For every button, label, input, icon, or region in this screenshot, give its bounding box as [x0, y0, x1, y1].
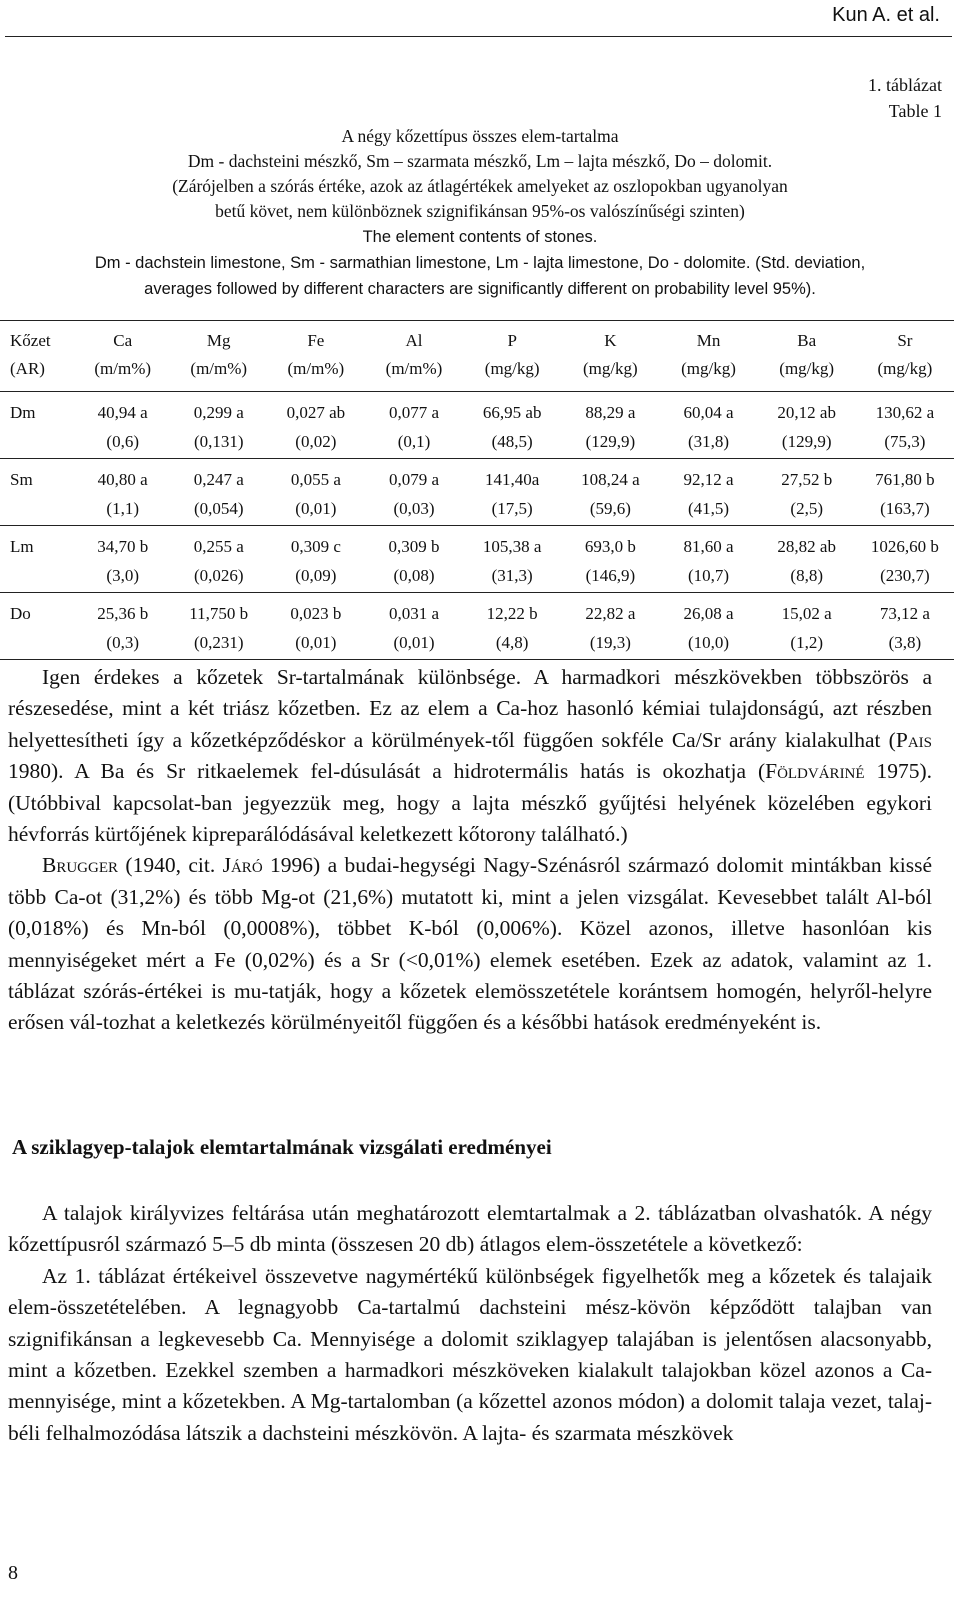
rock-label-spacer — [0, 494, 75, 526]
col-header-k: K (mg/kg) — [561, 321, 659, 392]
sd-cell-mg: (0,054) — [171, 494, 267, 526]
page-number: 8 — [8, 1562, 18, 1584]
mean-cell-al: 0,077 a — [388, 403, 440, 422]
paragraph-1-text-a: Igen érdekes a kőzetek Sr-tartalmának különbsége. A harmadkori mészkövekben többszörös a részesedése, mint a két triász kőzetben. Ez az elem a Ca-hoz hasonló kémiai tulajdonságú, azt részben helyettesítheti így a kőzetképződéskor a körülmények-től függően sokféle Ca/Sr arány kialakulhat ( — [8, 665, 932, 752]
sd-cell-al: (0,1) — [365, 427, 463, 459]
mean-cell-p: 12,22 b — [486, 604, 538, 623]
sd-cell-fe: (0,09) — [267, 561, 365, 593]
sd-cell-ba: (1,2) — [758, 628, 856, 660]
rock-label-spacer — [0, 561, 75, 593]
paragraph-1-text-b: 1980). A Ba és Sr ritkaelemek fel-dúsulását a hidrotermális hatás is okozhatja ( — [8, 759, 766, 784]
mean-cell-al: 0,079 a — [388, 470, 440, 489]
mean-cell-sr: 761,80 b — [875, 470, 935, 489]
mean-cell-ca: 34,70 b — [97, 537, 149, 556]
rock-label-spacer — [0, 628, 75, 660]
mean-cell-fe: 0,309 c — [290, 537, 341, 556]
mean-cell-k: 22,82 a — [585, 604, 636, 623]
sd-cell-fe: (0,01) — [267, 494, 365, 526]
sd-cell-al: (0,01) — [365, 628, 463, 660]
table-row-sm-sds — [0, 494, 954, 526]
mean-cell-mg: 0,299 a — [193, 403, 244, 422]
sd-cell-mg: (0,131) — [171, 427, 267, 459]
mean-cell-ba: 27,52 b — [781, 470, 833, 489]
sd-cell-mn: (41,5) — [659, 494, 757, 526]
sd-cell-mn: (31,8) — [659, 427, 757, 459]
mean-cell-sr: 73,12 a — [879, 604, 930, 623]
mean-cell-al: 0,309 b — [388, 537, 440, 556]
sd-cell-sr: (3,8) — [856, 628, 954, 660]
paragraph-2-text-a: (1940, cit. — [118, 853, 223, 878]
citation-jaro: Járó — [222, 853, 263, 878]
mean-cell-mg: 11,750 b — [189, 604, 249, 623]
sd-cell-al: (0,08) — [365, 561, 463, 593]
mean-cell-k: 88,29 a — [585, 403, 636, 422]
col-header-rock: Kőzet (AR) — [0, 321, 75, 392]
sd-cell-p: (17,5) — [463, 494, 561, 526]
sd-cell-k: (146,9) — [561, 561, 659, 593]
sd-cell-k: (59,6) — [561, 494, 659, 526]
mean-cell-k: 693,0 b — [584, 537, 636, 556]
mean-cell-mn: 92,12 a — [683, 470, 734, 489]
section-heading: A sziklagyep-talajok elemtartalmának vizsgálati eredményei — [12, 1135, 552, 1159]
body-paragraph-1 — [8, 662, 932, 1039]
sd-cell-k: (19,3) — [561, 628, 659, 660]
mean-cell-mg: 0,255 a — [193, 537, 244, 556]
col-header-al: Al (m/m%) — [365, 321, 463, 392]
col-header-mn: Mn (mg/kg) — [659, 321, 757, 392]
citation-brugger: Brugger — [42, 853, 119, 878]
sd-cell-ba: (129,9) — [758, 427, 856, 459]
mean-cell-p: 141,40a — [485, 470, 540, 489]
body-paragraph-3 — [8, 1198, 932, 1449]
table-header-row — [0, 321, 954, 392]
mean-cell-ba: 20,12 ab — [777, 403, 836, 422]
mean-cell-al: 0,031 a — [388, 604, 440, 623]
sd-cell-k: (129,9) — [561, 427, 659, 459]
caption-note-hu-2: betű követ, nem különböznek szignifikánsan 95%-os valószínűségi szinten) — [215, 201, 745, 221]
col-header-sr: Sr (mg/kg) — [856, 321, 954, 392]
table-number-hu: 1. táblázat — [868, 75, 942, 95]
mean-cell-fe: 0,027 ab — [286, 403, 346, 422]
sd-cell-ba: (2,5) — [758, 494, 856, 526]
rock-label: Dm — [10, 403, 36, 422]
sd-cell-mg: (0,231) — [171, 628, 267, 660]
rock-label-spacer — [0, 427, 75, 459]
mean-cell-ca: 40,94 a — [97, 403, 148, 422]
running-header-author: Kun A. et al. — [832, 4, 940, 26]
paragraph-4: Az 1. táblázat értékeivel összevetve nagymértékű különbségek figyelhetők meg a kőzetek és talajaik elem-összetételében. A legnagyobb Ca-tartalmú dachsteini mész-kövön képződött talajban van szignifikánsan a legkevesebb Ca. Mennyisége a dolomit sziklagyep talajában is jelentősen alacsonyabb, mint a kőzetben. Ezekkel szemben a harmadkori mészköveken kialakult talajokban közel azonos a Ca-mennyisége, mint a kőzetekben. A Mg-tartalomban (a kőzettel azonos módon) a dolomit talaja vezet, talaj-béli felhalmozódása látszik a dachsteini mészkövön. A lajta- és szarmata mészkövek — [8, 1263, 932, 1445]
citation-pais: Pais — [895, 727, 932, 752]
mean-cell-mg: 0,247 a — [193, 470, 244, 489]
col-header-mg: Mg (m/m%) — [171, 321, 267, 392]
caption-title-hu: A négy kőzettípus összes elem-tartalma — [341, 126, 619, 146]
col-header-ca: Ca (m/m%) — [75, 321, 171, 392]
mean-cell-sr: 130,62 a — [875, 403, 935, 422]
table-row-lm-sds — [0, 561, 954, 593]
caption-title-en: The element contents of stones. — [362, 228, 598, 246]
paragraph-1-text-c: 1975). (Utóbbival kapcsolat-ban jegyezzük meg, hogy a lajta mészkő gyűjtési helyének közelében egykori hévforrás kürtőjének kipreparálódásával keletkezett kőtorony található.) — [8, 759, 932, 847]
table-row-dm-sds — [0, 427, 954, 459]
mean-cell-mn: 26,08 a — [683, 604, 734, 623]
mean-cell-p: 66,95 ab — [482, 403, 542, 422]
rock-label: Sm — [10, 470, 33, 489]
mean-cell-k: 108,24 a — [581, 470, 640, 489]
col-header-p: P (mg/kg) — [463, 321, 561, 392]
table-row-dm-means — [0, 392, 954, 428]
table-row-lm-means — [0, 526, 954, 562]
sd-cell-ca: (0,6) — [75, 427, 171, 459]
mean-cell-ba: 28,82 ab — [777, 537, 836, 556]
paragraph-3: A talajok királyvizes feltárása után meghatározott elemtartalmak a 2. táblázatban olvashatók. A négy kőzettípusról származó 5–5 db minta (összesen 20 db) átlagos elem-összetétele a következő: — [8, 1201, 932, 1257]
mean-cell-fe: 0,023 b — [290, 604, 342, 623]
mean-cell-ba: 15,02 a — [781, 604, 832, 623]
mean-cell-fe: 0,055 a — [290, 470, 341, 489]
caption-note-en: averages followed by different characters are significantly different on probability level 95%). — [144, 280, 816, 298]
caption-note-hu-1: (Zárójelben a szórás értéke, azok az átlagértékek amelyeket az oszlopokban ugyanolyan — [172, 176, 788, 196]
sd-cell-sr: (75,3) — [856, 427, 954, 459]
sd-cell-al: (0,03) — [365, 494, 463, 526]
sd-cell-mn: (10,7) — [659, 561, 757, 593]
citation-foldvarine: Földváriné — [765, 759, 865, 784]
table-number-en: Table 1 — [888, 101, 942, 121]
table-row-sm-means — [0, 459, 954, 495]
sd-cell-ca: (0,3) — [75, 628, 171, 660]
sd-cell-mg: (0,026) — [171, 561, 267, 593]
sd-cell-p: (48,5) — [463, 427, 561, 459]
caption-legend-hu: Dm - dachsteini mészkő, Sm – szarmata mészkő, Lm – lajta mészkő, Do – dolomit. — [187, 151, 773, 171]
mean-cell-mn: 81,60 a — [683, 537, 734, 556]
mean-cell-mn: 60,04 a — [683, 403, 734, 422]
mean-cell-ca: 40,80 a — [97, 470, 148, 489]
rock-label: Do — [10, 604, 31, 623]
element-content-table — [0, 320, 954, 660]
sd-cell-ca: (1,1) — [75, 494, 171, 526]
table-row-do-sds — [0, 628, 954, 660]
mean-cell-p: 105,38 a — [482, 537, 542, 556]
paragraph-2-text-b: 1996) a budai-hegységi Nagy-Szénásról származó dolomit mintákban kissé több Ca-ot (31,2%) és több Mg-ot (21,6%) mutatott ki, mint a jelen vizsgálat. Kevesebbet talált Al-ból (0,018%) és Mn-ból (0,0008%), többet K-ból (0,006%). Közel azonos, illetve hasonlóan kis mennyiségeket mért a Fe (0,02%) és a Sr (<0,01%) elemek esetében. Ezek az adatok, valamint az 1. táblázat szórás-értékei is mu-tatják, hogy a kőzetek elemösszetétele korántsem homogén, helyről-helyre erősen vál-tozhat a keletkezés körülményeitől függően és a későbbi hatások eredményeként is. — [8, 853, 932, 1035]
rock-label: Lm — [10, 537, 34, 556]
sd-cell-fe: (0,02) — [267, 427, 365, 459]
sd-cell-ba: (8,8) — [758, 561, 856, 593]
sd-cell-mn: (10,0) — [659, 628, 757, 660]
col-header-ba: Ba (mg/kg) — [758, 321, 856, 392]
mean-cell-sr: 1026,60 b — [870, 537, 939, 556]
sd-cell-ca: (3,0) — [75, 561, 171, 593]
table-row-do-means — [0, 593, 954, 629]
mean-cell-ca: 25,36 b — [97, 604, 149, 623]
sd-cell-sr: (163,7) — [856, 494, 954, 526]
sd-cell-p: (31,3) — [463, 561, 561, 593]
sd-cell-p: (4,8) — [463, 628, 561, 660]
sd-cell-fe: (0,01) — [267, 628, 365, 660]
sd-cell-sr: (230,7) — [856, 561, 954, 593]
caption-legend-en: Dm - dachstein limestone, Sm - sarmathian limestone, Lm - lajta limestone, Do - dolomite. (Std. deviation, — [94, 254, 866, 272]
header-rule — [5, 36, 952, 37]
col-header-fe: Fe (m/m%) — [267, 321, 365, 392]
